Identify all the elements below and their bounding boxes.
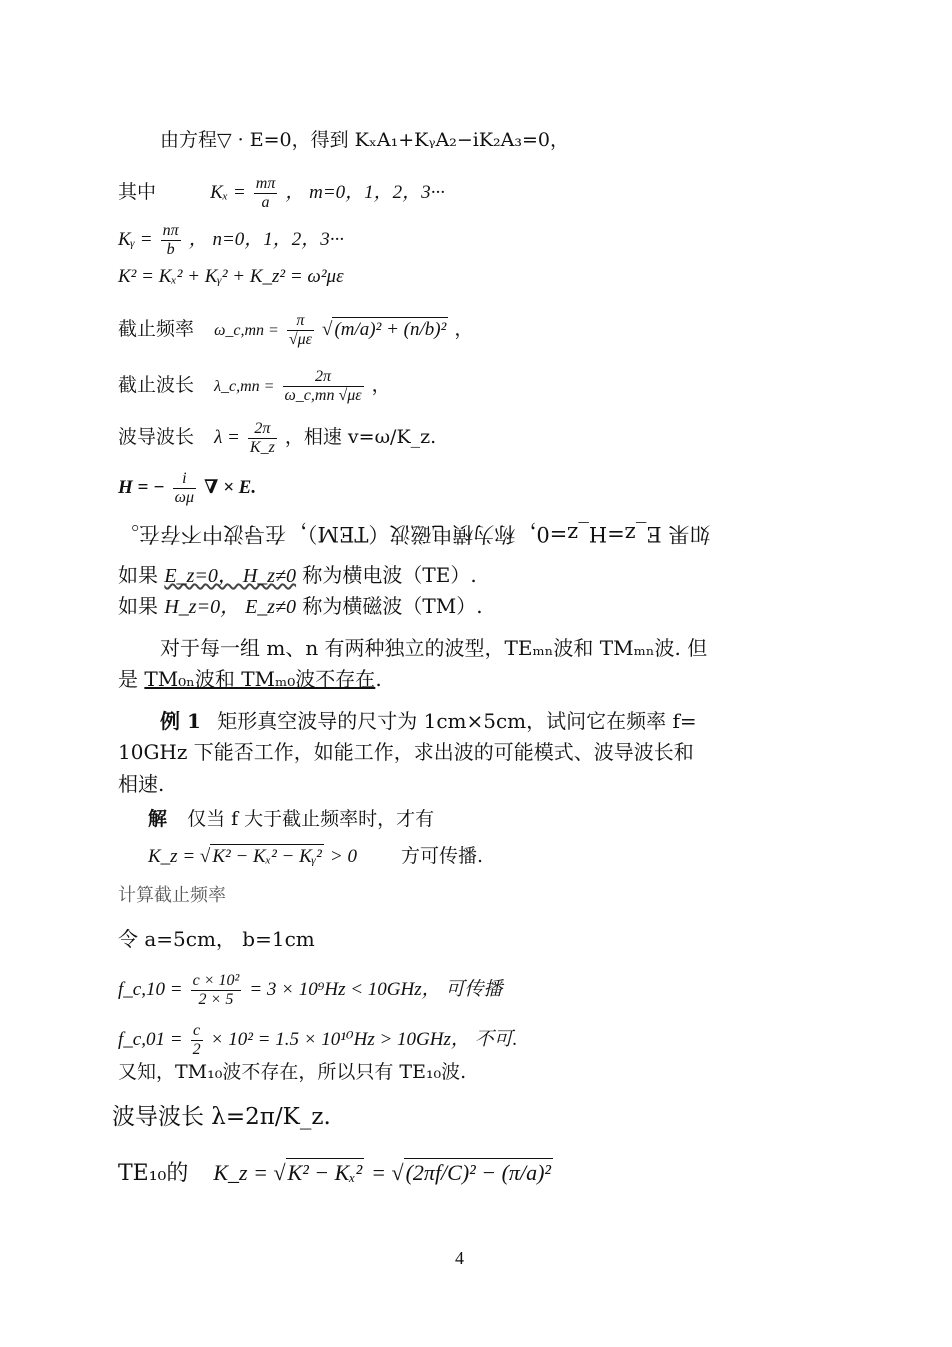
equation-cutoff-frequency [118,312,473,348]
mode-paragraph-line2 [118,668,382,691]
example-line2 [118,741,694,764]
example-label: 例 1 [160,709,201,733]
te10-only-text: 又知，TM₁₀波不存在，所以只有 TE₁₀波. [118,1061,467,1083]
dimension-text: 令 a=5cm， b=1cm [118,927,315,951]
kz-inequality: > 0 [329,846,357,867]
equation-kx [118,175,445,211]
compute-cutoff-text: 计算截止频率 [118,885,226,906]
example-text-2: 10GHz 下能否工作，如能工作，求出波的可能模式、波导波长和 [118,740,694,764]
te-name: 称为横电波（TE）. [302,563,477,587]
mode-text-2a: 是 [118,667,138,691]
h-field-denominator: ωμ [174,488,194,506]
guide-wavelength-heading-text: 波导波长 λ=2π/K_z. [112,1104,331,1130]
mode-text-2b: TM₀ₙ波和 TMₘ₀波不存在 [144,667,376,691]
fc01-lhs: f_c,01 = [118,1029,183,1051]
equation-te10-kz [118,1160,553,1186]
fc10-lhs: f_c,10 = [118,979,183,1001]
equation-k-squared [118,266,344,288]
kz-radicand: K² − Kₓ² − Kᵧ² [212,846,322,867]
example-line3 [118,773,164,796]
cutoff-frequency-denominator: √με [288,330,312,348]
page-number: 4 [455,1248,464,1268]
solution-text: 仅当 f 大于截止频率时，才有 [187,808,435,830]
fc10-fraction [191,972,242,1008]
h-field-lhs: H = − [118,477,165,499]
ky-denominator: b [166,240,175,258]
mode-text-1: 对于每一组 m、n 有两种独立的波型，TEₘₙ波和 TMₘₙ波. 但 [160,636,708,660]
comma: ， [371,374,391,397]
divergence-text: 由方程▽ · E=0，得到 KₓA₁+KᵧA₂−iK₂A₃=0， [160,129,569,151]
cutoff-wavelength-fraction [283,368,364,404]
kx-denominator: a [261,193,270,211]
te10-only-line [118,1062,466,1084]
te-if-label: 如果 [118,563,158,587]
solution-line [148,809,434,831]
equation-kz-condition [148,846,483,868]
tem-note-text: 如果 E_z=H_z=0，称为横电磁波（TEM），在导波中不存在。 [118,522,711,547]
fc01-numerator: c [191,1022,203,1041]
kz-propagate-text: 方可传播. [401,845,484,867]
k-squared-text: K² = Kₓ² + Kᵧ² + K_z² = ω²με [118,266,344,287]
h-field-rhs: ∇ × E. [204,477,257,499]
guide-wavelength-fraction [248,420,277,456]
tm-name: 称为横磁波（TM）. [302,594,483,618]
compute-cutoff-heading [118,886,226,907]
fc01-denominator: 2 [192,1040,201,1058]
guide-wavelength-label: 波导波长 [118,426,195,449]
cutoff-frequency-lhs: ω_c,mn = [214,322,279,340]
equation-cutoff-wavelength [118,368,391,404]
equation-fc01 [118,1022,517,1058]
tm-definition [118,595,483,619]
fc01-fraction [191,1022,203,1058]
tem-note-mirrored [118,522,710,546]
cutoff-frequency-label: 截止频率 [118,318,195,341]
cutoff-wavelength-denominator: ω_c,mn √με [284,386,362,404]
cutoff-frequency-numerator: π [287,312,314,331]
te10-kz-expression: (2πf/C)² − (π/a)² [405,1160,551,1185]
cutoff-wavelength-lhs: λ_c,mn = [214,378,275,396]
guide-wavelength-lhs: λ = [214,427,240,449]
guide-wavelength-heading [112,1104,331,1130]
ky-fraction [161,222,181,258]
guide-wavelength-numerator: 2π [248,420,277,439]
ky-lhs: Kᵧ = [118,229,153,251]
dimension-assignment [118,928,315,951]
cutoff-wavelength-label: 截止波长 [118,374,195,397]
ky-numerator: nπ [162,222,179,239]
kx-lhs: Kₓ = [210,182,246,204]
tm-if-label: 如果 [118,594,158,618]
equation-divergence [160,130,569,152]
label-qizhong: 其中 [118,181,157,204]
h-field-fraction [173,470,196,506]
period: . [375,667,382,691]
cutoff-frequency-fraction [287,312,314,348]
equation-guide-wavelength [118,420,436,456]
equation-ky [118,222,344,258]
guide-wavelength-denominator: K_z [249,438,275,456]
kx-fraction [254,175,278,211]
fc01-result: × 10² = 1.5 × 10¹⁰Hz > 10GHz， 不可. [210,1029,518,1051]
te10-label: TE₁₀的 [118,1161,189,1186]
comma: ， [454,318,474,341]
cutoff-frequency-radicand: (m/a)² + (n/b)² [334,319,447,341]
tm-condition: H_z=0， E_z≠0 [164,596,297,618]
fc10-denominator: 2 × 5 [198,990,234,1008]
ky-range: ， n=0，1，2，3··· [188,229,345,251]
cutoff-wavelength-numerator: 2π [283,368,364,387]
example-text-3: 相速. [118,772,165,796]
phase-velocity-text: ，相速 v=ω/K_z. [284,426,437,449]
fc10-numerator: c × 10² [192,972,240,989]
te10-kz-radicand: K² − Kₓ² [287,1160,363,1185]
solution-label: 解 [148,808,168,830]
kx-numerator: mπ [255,175,276,192]
kx-range: ， m=0，1，2，3··· [285,182,445,204]
equation-fc10 [118,972,502,1008]
mode-paragraph-line1 [160,637,707,660]
fc10-result: = 3 × 10⁹Hz < 10GHz， 可传播 [249,979,503,1001]
example-text-1: 矩形真空波导的尺寸为 1cm×5cm，试问它在频率 f= [217,709,697,733]
te10-kz-equals-sqrt: = √ [371,1160,404,1185]
kz-lhs: K_z = √ [148,846,211,867]
te-condition: E_z=0， H_z≠0 [164,565,297,587]
sqrt-sign: √ [322,319,333,341]
example-line1 [160,710,697,733]
h-field-numerator: i [173,470,196,489]
equation-h-field [118,470,256,506]
te-definition [118,564,477,588]
te10-kz-lhs: K_z = √ [213,1160,286,1185]
